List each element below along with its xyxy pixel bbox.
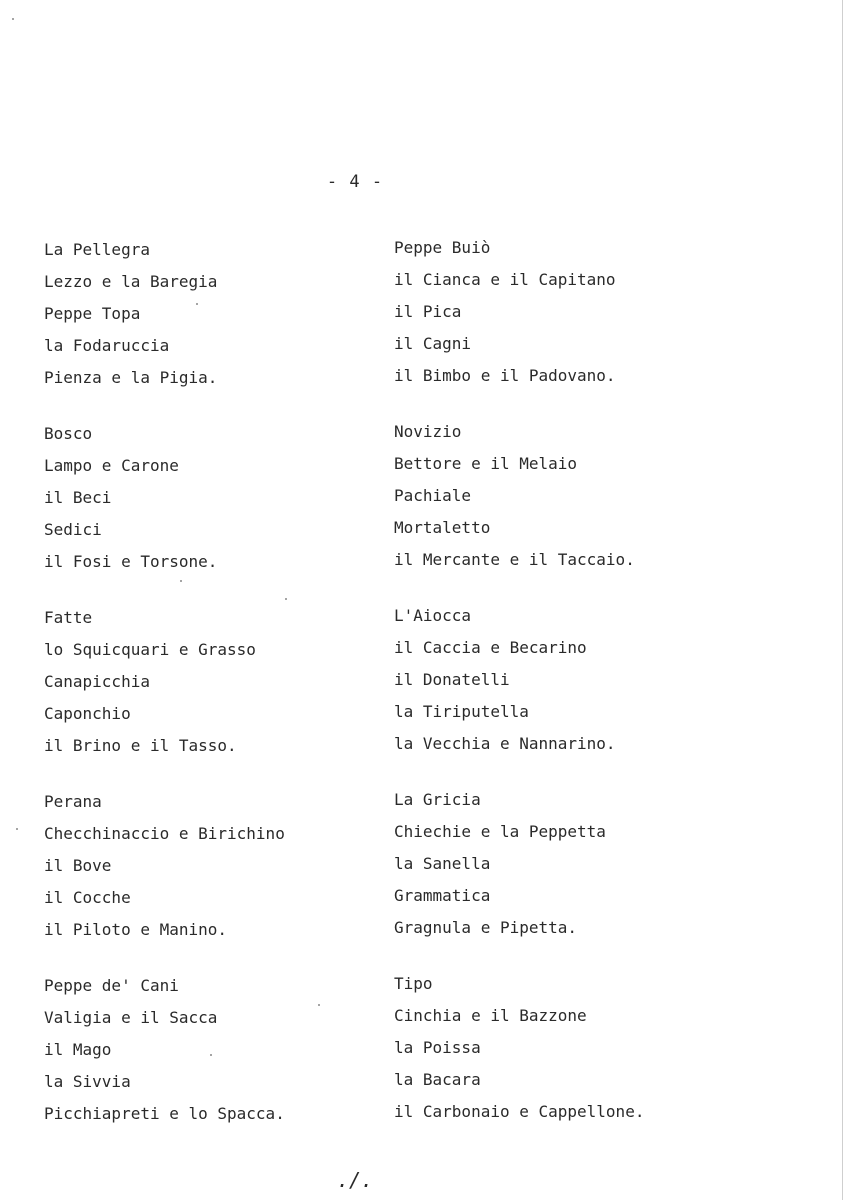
- name-line: la Vecchia e Nannarino.: [394, 734, 616, 753]
- name-line: Pachiale: [394, 486, 472, 505]
- paper-speck: [318, 1004, 320, 1006]
- paper-speck: [180, 580, 182, 582]
- name-line: Fatte: [44, 608, 93, 627]
- name-line: Perana: [44, 792, 102, 811]
- name-line: Novizio: [394, 422, 462, 441]
- stanza: [44, 790, 404, 950]
- stanza: [394, 788, 754, 948]
- name-line: il Cocche: [44, 888, 131, 907]
- name-line: la Sanella: [394, 854, 491, 873]
- name-line: Tipo: [394, 974, 433, 993]
- name-line: la Tiriputella: [394, 702, 529, 721]
- name-line: Picchiapreti e lo Spacca.: [44, 1104, 285, 1123]
- name-line: La Pellegra: [44, 240, 150, 259]
- stanza: [44, 238, 404, 398]
- name-line: la Sivvia: [44, 1072, 131, 1091]
- name-line: Lampo e Carone: [44, 456, 179, 475]
- stanza: [44, 974, 404, 1134]
- name-line: Gragnula e Pipetta.: [394, 918, 578, 937]
- paper-speck: [210, 1054, 212, 1056]
- name-line: il Piloto e Manino.: [44, 920, 228, 939]
- name-line: Checchinaccio e Birichino: [44, 824, 285, 843]
- right-column: [394, 236, 754, 1156]
- stanza: [394, 420, 754, 580]
- name-line: Peppe de' Cani: [44, 976, 179, 995]
- name-line: Peppe Buiò: [394, 238, 491, 257]
- name-line: il Bove: [44, 856, 112, 875]
- name-line: Grammatica: [394, 886, 491, 905]
- name-line: il Caccia e Becarino: [394, 638, 587, 657]
- name-line: il Brino e il Tasso.: [44, 736, 237, 755]
- name-line: Mortaletto: [394, 518, 491, 537]
- name-line: la Fodaruccia: [44, 336, 170, 355]
- name-line: Caponchio: [44, 704, 131, 723]
- name-line: il Carbonaio e Cappellone.: [394, 1102, 645, 1121]
- name-line: La Gricia: [394, 790, 481, 809]
- name-line: il Cianca e il Capitano: [394, 270, 616, 289]
- name-line: Chiechie e la Peppetta: [394, 822, 606, 841]
- name-line: il Bimbo e il Padovano.: [394, 366, 616, 385]
- name-line: il Cagni: [394, 334, 472, 353]
- name-line: il Mercante e il Taccaio.: [394, 550, 635, 569]
- name-line: Valigia e il Sacca: [44, 1008, 218, 1027]
- name-line: Bettore e il Melaio: [394, 454, 578, 473]
- paper-speck: [196, 303, 198, 305]
- name-line: il Pica: [394, 302, 462, 321]
- name-line: lo Squicquari e Grasso: [44, 640, 256, 659]
- continuation-mark: ./.: [336, 1168, 374, 1192]
- stanza: [394, 972, 754, 1132]
- page-number: - 4 -: [326, 172, 384, 192]
- stanza: [44, 606, 404, 766]
- name-line: Pienza e la Pigia.: [44, 368, 218, 387]
- stanza: [44, 422, 404, 582]
- name-line: Canapicchia: [44, 672, 150, 691]
- page-edge-line: [842, 0, 843, 1200]
- stanza: [394, 604, 754, 764]
- name-line: la Bacara: [394, 1070, 481, 1089]
- paper-speck: [12, 18, 14, 20]
- name-line: il Donatelli: [394, 670, 510, 689]
- name-line: il Fosi e Torsone.: [44, 552, 218, 571]
- stanza: [394, 236, 754, 396]
- name-line: Sedici: [44, 520, 102, 539]
- name-line: Cinchia e il Bazzone: [394, 1006, 587, 1025]
- paper-speck: [285, 598, 287, 600]
- name-line: la Poissa: [394, 1038, 481, 1057]
- left-column: [44, 238, 404, 1158]
- name-line: Lezzo e la Baregia: [44, 272, 218, 291]
- paper-speck: [16, 828, 18, 830]
- name-line: Bosco: [44, 424, 93, 443]
- name-line: L'Aiocca: [394, 606, 472, 625]
- name-line: il Mago: [44, 1040, 112, 1059]
- name-line: il Beci: [44, 488, 112, 507]
- name-line: Peppe Topa: [44, 304, 141, 323]
